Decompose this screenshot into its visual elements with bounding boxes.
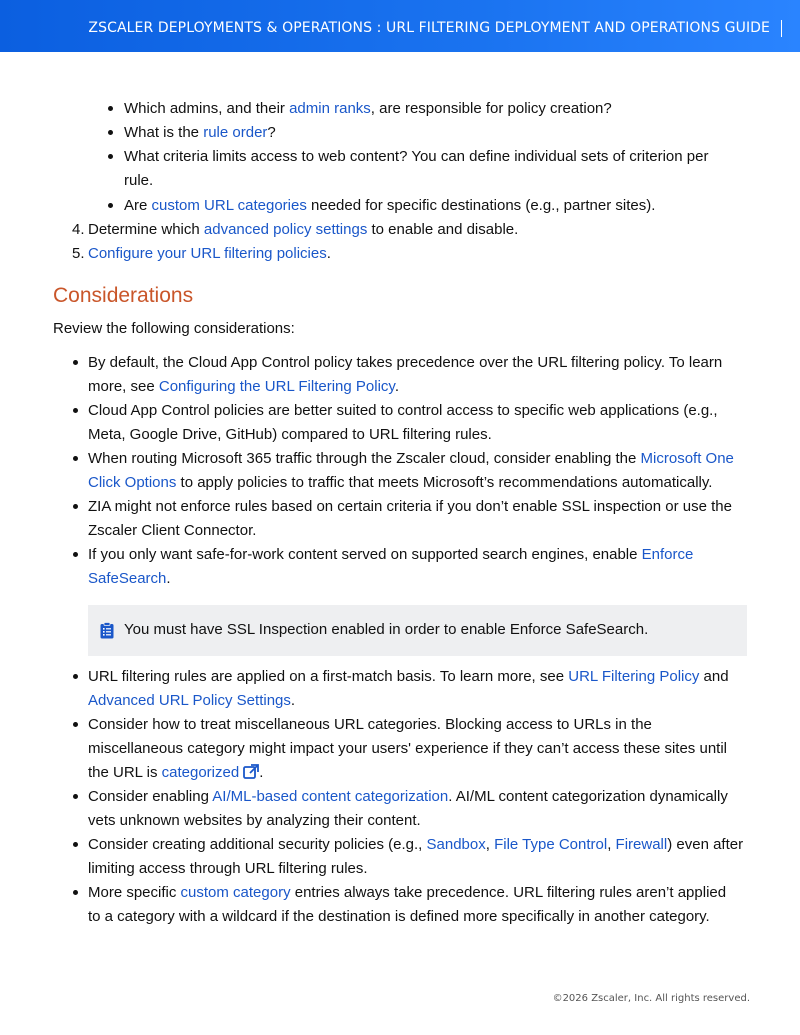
list-item: What is the rule order?	[124, 124, 276, 141]
link-advanced-policy-settings[interactable]: advanced policy settings	[203, 221, 368, 238]
bullet-dot	[73, 456, 78, 461]
list-item: What criteria limits access to web content? You can define individual sets of criterion per	[124, 148, 709, 165]
header-divider	[781, 20, 782, 37]
bullet-dot	[73, 842, 78, 847]
list-item: Which admins, and their admin ranks, are responsible for policy creation?	[124, 100, 612, 117]
list-item: Cloud App Control policies are better suited to control access to specific web applications (e.g.,	[88, 402, 718, 419]
link-rule-order[interactable]: rule order	[203, 124, 268, 141]
list-item: Consider creating additional security policies (e.g., Sandbox, File Type Control, Firewall) even after	[88, 836, 744, 853]
external-link-icon[interactable]	[243, 764, 259, 780]
list-item-continued: rule.	[124, 172, 154, 189]
link-url-filtering-policy[interactable]: URL Filtering Policy	[568, 668, 700, 685]
list-item-continued: Meta, Google Drive, GitHub) compared to URL filtering rules.	[88, 426, 492, 443]
link-categorized[interactable]: categorized	[161, 764, 240, 781]
link-firewall[interactable]: Firewall	[615, 836, 668, 853]
bullet-dot	[108, 203, 113, 208]
list-item-continued: Click Options to apply policies to traffic that meets Microsoft’s recommendations automatically.	[88, 474, 713, 491]
link-microsoft-one-click-options[interactable]: Microsoft One	[640, 450, 734, 467]
list-item: If you only want safe-for-work content served on supported search engines, enable Enforce	[88, 546, 694, 563]
list-item: More specific custom category entries always take precedence. URL filtering rules aren’t applied	[88, 884, 727, 901]
bullet-dot	[73, 890, 78, 895]
list-item: Are custom URL categories needed for specific destinations (e.g., partner sites).	[124, 197, 656, 214]
list-item-continued: the URL is categorized .	[88, 764, 264, 781]
step-item: Determine which advanced policy settings to enable and disable.	[88, 221, 519, 238]
list-item-continued: SafeSearch.	[88, 570, 171, 587]
link-admin-ranks[interactable]: admin ranks	[289, 100, 371, 117]
list-item-continued: vets unknown websites by analyzing their content.	[88, 812, 421, 829]
section-heading: Considerations	[53, 284, 194, 307]
link-custom-category[interactable]: custom category	[180, 884, 291, 901]
link-advanced-url-policy-settings[interactable]: Advanced URL Policy Settings	[88, 692, 291, 709]
bullet-dot	[108, 130, 113, 135]
list-item: When routing Microsoft 365 traffic through the Zscaler cloud, consider enabling the Microsoft One	[88, 450, 734, 467]
note-text: You must have SSL Inspection enabled in order to enable Enforce SafeSearch.	[124, 621, 649, 638]
step-number: 4.	[72, 221, 85, 238]
list-item: By default, the Cloud App Control policy takes precedence over the URL filtering policy. To learn	[88, 354, 723, 371]
bullet-dot	[73, 360, 78, 365]
bullet-dot	[108, 106, 113, 111]
page-header	[0, 0, 800, 52]
bullet-dot	[73, 722, 78, 727]
link-ai-ml-content-categorization[interactable]: AI/ML-based content categorization	[212, 788, 449, 805]
link-file-type-control[interactable]: File Type Control	[494, 836, 608, 853]
link-microsoft-one-click-options-cont[interactable]: Click Options	[88, 474, 177, 491]
link-sandbox[interactable]: Sandbox	[426, 836, 486, 853]
bullet-dot	[73, 794, 78, 799]
clipboard-note-icon	[100, 622, 114, 639]
header-title: ZSCALER DEPLOYMENTS & OPERATIONS : URL FILTERING DEPLOYMENT AND OPERATIONS GUIDE	[88, 20, 770, 36]
link-enforce-safesearch[interactable]: Enforce	[641, 546, 694, 563]
step-number: 5.	[72, 245, 85, 262]
note-callout	[88, 605, 747, 656]
bullet-dot	[108, 154, 113, 159]
intro-text: Review the following considerations:	[53, 320, 295, 337]
bullet-dot	[73, 408, 78, 413]
link-custom-url-categories[interactable]: custom URL categories	[151, 197, 307, 214]
link-configure-url-filtering-policies[interactable]: Configure your URL filtering policies	[88, 245, 327, 262]
list-item-continued: limiting access through URL filtering rules.	[88, 860, 368, 877]
footer-copyright: ©2026 Zscaler, Inc. All rights reserved.	[552, 993, 750, 1004]
list-item: Consider enabling AI/ML-based content categorization. AI/ML content categorization dynamically	[88, 788, 728, 805]
bullet-dot	[73, 552, 78, 557]
bullet-dot	[73, 674, 78, 679]
list-item: Consider how to treat miscellaneous URL categories. Blocking access to URLs in the	[88, 716, 652, 733]
list-item-continued: to a category with a wildcard if the destination is defined more specifically in another category.	[88, 908, 710, 925]
step-item: Configure your URL filtering policies.	[88, 245, 331, 262]
list-item-continued: miscellaneous category might impact your users' experience if they can’t access these sites until	[88, 740, 727, 757]
list-item: URL filtering rules are applied on a first-match basis. To learn more, see URL Filtering Policy and	[88, 668, 729, 685]
bullet-dot	[73, 504, 78, 509]
list-item: ZIA might not enforce rules based on certain criteria if you don’t enable SSL inspection or use the	[88, 498, 732, 515]
link-configuring-url-filtering-policy[interactable]: Configuring the URL Filtering Policy	[158, 378, 395, 395]
link-enforce-safesearch-cont[interactable]: SafeSearch	[88, 570, 167, 587]
list-item-continued: Zscaler Client Connector.	[88, 522, 257, 539]
list-item-continued: more, see Configuring the URL Filtering Policy.	[88, 378, 399, 395]
list-item-continued: Advanced URL Policy Settings.	[88, 692, 296, 709]
